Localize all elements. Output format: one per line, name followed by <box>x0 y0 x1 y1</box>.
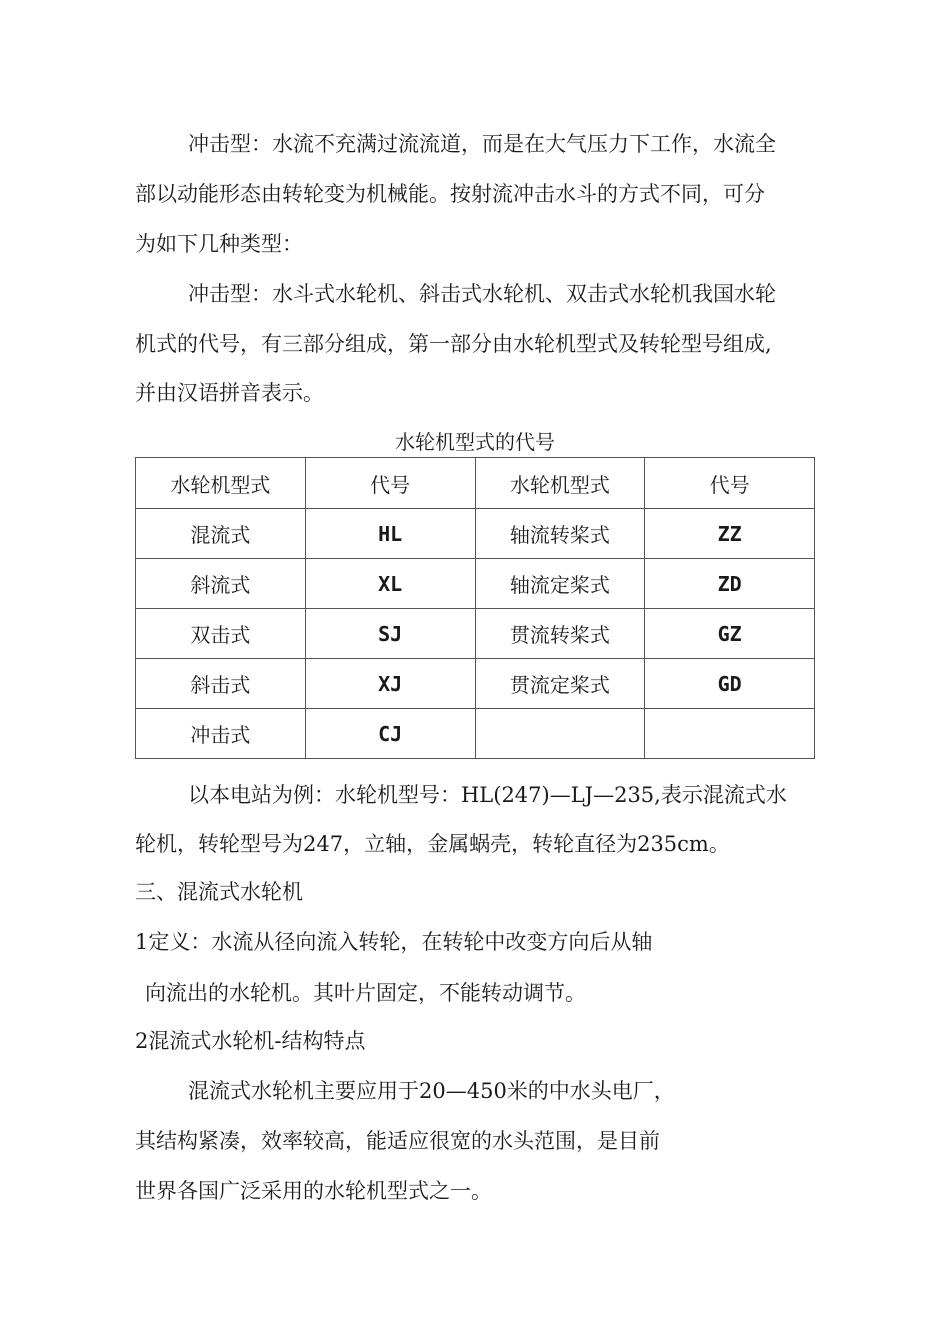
type-cell: 斜击式 <box>136 659 306 709</box>
header-cell: 代号 <box>645 458 815 509</box>
table-row <box>136 509 815 559</box>
table-row <box>136 709 815 759</box>
paragraph-line: 世界各国广泛采用的水轮机型式之一。 <box>135 1179 492 1203</box>
paragraph-line: 其结构紧凑，效率较高，能适应很宽的水头范围，是目前 <box>135 1129 660 1153</box>
paragraph-line: 机式的代号，有三部分组成，第一部分由水轮机型式及转轮型号组成, <box>135 332 772 356</box>
code-cell: GD <box>645 659 815 709</box>
code-cell: XL <box>305 559 475 609</box>
table-header-row <box>136 458 815 509</box>
type-cell: 贯流定桨式 <box>475 659 645 709</box>
code-cell: CJ <box>305 709 475 759</box>
code-cell <box>645 709 815 759</box>
paragraph-line: 冲击型：水斗式水轮机、斜击式水轮机、双击式水轮机我国水轮 <box>188 282 776 306</box>
code-cell: HL <box>305 509 475 559</box>
table-row <box>136 559 815 609</box>
paragraph-line: 为如下几种类型： <box>135 232 303 256</box>
type-cell: 冲击式 <box>136 709 306 759</box>
type-cell: 轴流定桨式 <box>475 559 645 609</box>
paragraph-line: 并由汉语拼音表示。 <box>135 381 324 405</box>
code-cell: SJ <box>305 609 475 659</box>
table-caption: 水轮机型式的代号 <box>395 430 555 454</box>
type-cell: 斜流式 <box>136 559 306 609</box>
paragraph-line: 以本电站为例：水轮机型号：HL(247)—LJ—235,表示混流式水 <box>188 783 787 807</box>
header-cell: 代号 <box>305 458 475 509</box>
type-cell: 贯流转桨式 <box>475 609 645 659</box>
paragraph-line: 冲击型：水流不充满过流流道，而是在大气压力下工作，水流全 <box>188 132 776 156</box>
code-cell: ZZ <box>645 509 815 559</box>
paragraph-line: 轮机，转轮型号为247，立轴，金属蜗壳，转轮直径为235cm。 <box>135 832 730 856</box>
header-cell: 水轮机型式 <box>475 458 645 509</box>
paragraph-line: 混流式水轮机主要应用于20—450米的中水头电厂， <box>188 1079 675 1103</box>
code-cell: XJ <box>305 659 475 709</box>
type-cell: 混流式 <box>136 509 306 559</box>
turbine-code-table <box>135 457 815 759</box>
code-cell: ZD <box>645 559 815 609</box>
type-cell <box>475 709 645 759</box>
code-cell: GZ <box>645 609 815 659</box>
section-heading: 三、混流式水轮机 <box>135 880 303 904</box>
paragraph-line: 部以动能形态由转轮变为机械能。按射流冲击水斗的方式不同，可分 <box>135 182 765 206</box>
subsection-heading: 2混流式水轮机-结构特点 <box>135 1029 366 1053</box>
paragraph-line: 向流出的水轮机。其叶片固定，不能转动调节。 <box>145 981 586 1005</box>
table-row <box>136 609 815 659</box>
type-cell: 轴流转桨式 <box>475 509 645 559</box>
type-cell: 双击式 <box>136 609 306 659</box>
paragraph-line: 1定义：水流从径向流入转轮，在转轮中改变方向后从轴 <box>135 930 653 954</box>
header-cell: 水轮机型式 <box>136 458 306 509</box>
table-row <box>136 659 815 709</box>
